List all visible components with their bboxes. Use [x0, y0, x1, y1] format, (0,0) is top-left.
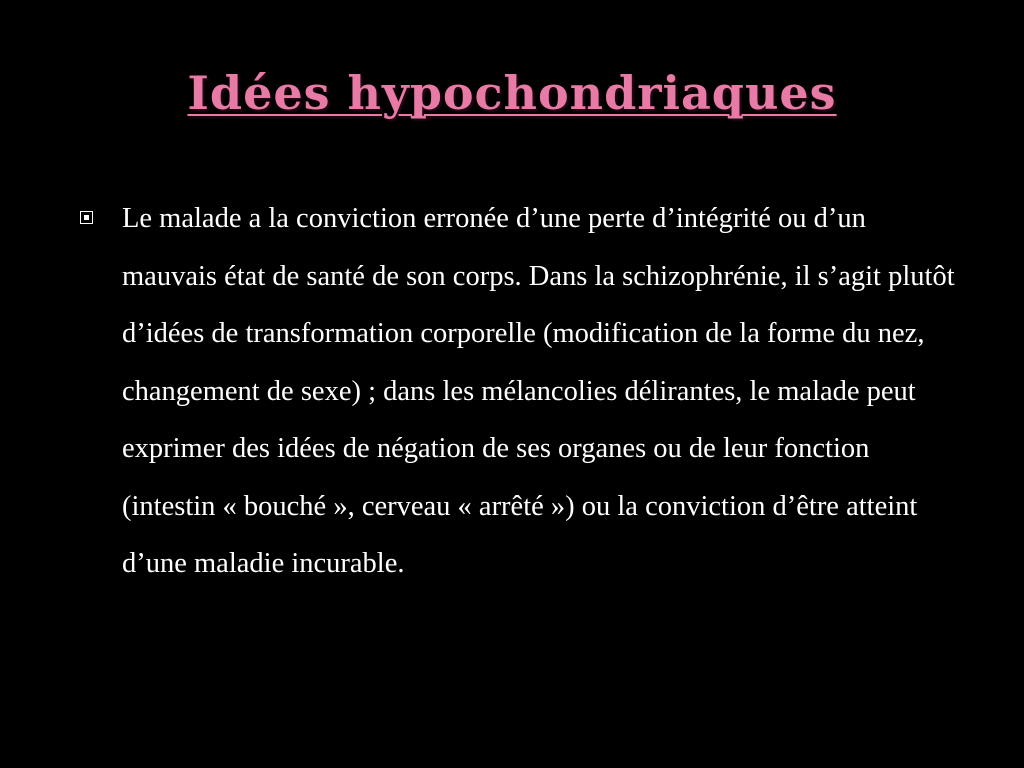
bullet-item [80, 190, 960, 593]
bullet-text: Le malade a la conviction erronée d’une perte d’intégrité ou d’un mauvais état de santé de son corps. Dans la schizophrénie, il s’agit plutôt d’idées de transformation corporelle (modification de la forme du nez, changement de sexe) ; dans les mélancolies délirantes, le malade peut exprimer des idées de négation de ses organes ou de leur fonction (intestin « bouché », cerveau « arrêté ») ou la conviction d’être atteint d’une maladie incurable. [122, 203, 955, 579]
slide-title: Idées hypochondriaques [187, 66, 837, 120]
slide-body [80, 190, 960, 593]
square-bullet-icon [80, 211, 93, 224]
